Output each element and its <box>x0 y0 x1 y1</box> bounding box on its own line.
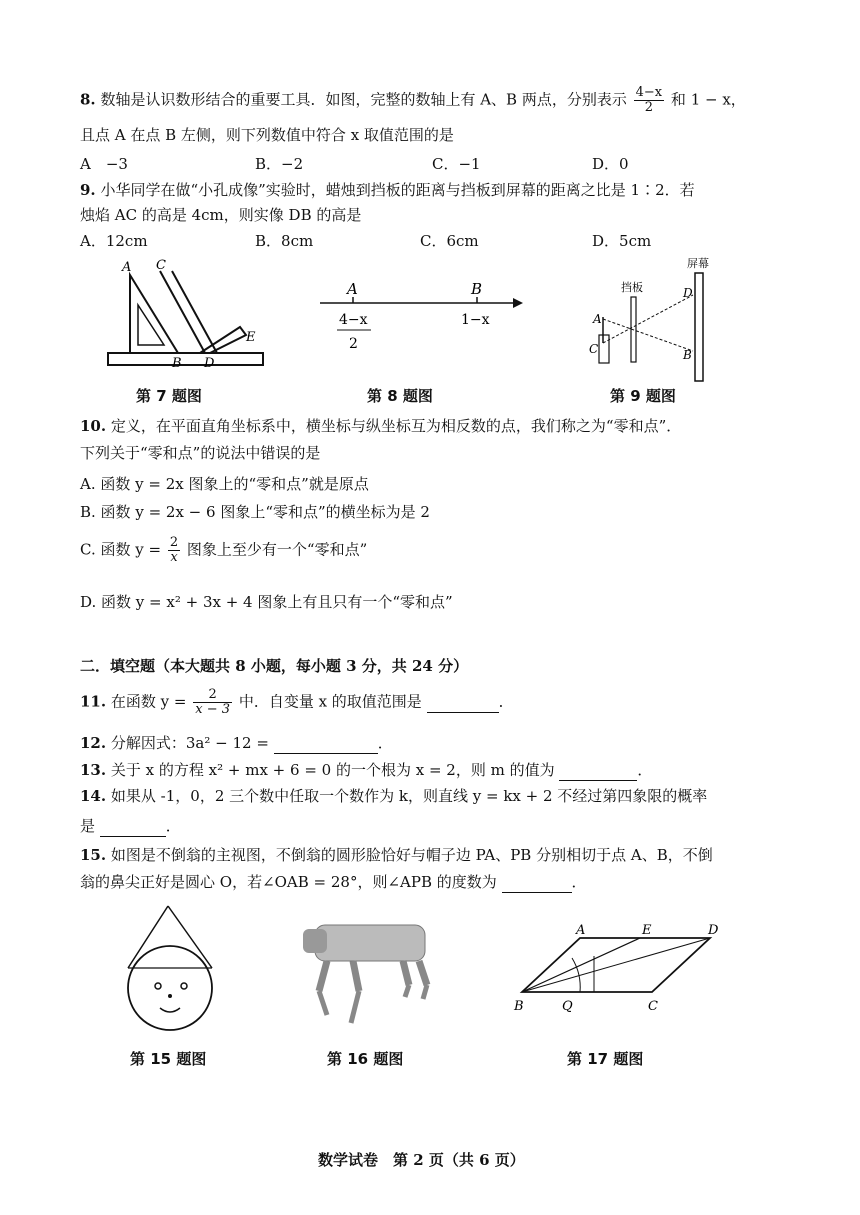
q10-line1 <box>80 416 681 436</box>
fig7-label-c: C <box>156 258 166 273</box>
q14-line2 <box>80 816 181 837</box>
q15-line1 <box>80 845 713 865</box>
fig9-ray-2 <box>603 295 693 343</box>
q10-line2: 下列关于“零和点”的说法中错误的是 <box>80 444 321 462</box>
q9-text-1: 小华同学在做“小孔成像”实验时，蜡烛到挡板的距离与挡板到屏幕的距离之比是 1∶2．若 <box>100 181 695 199</box>
fig17-label-e: E <box>642 923 652 938</box>
q14-answer-blank[interactable] <box>100 816 166 837</box>
fig7-label-b: B <box>172 356 182 371</box>
fig16-leg-rear-upper <box>419 961 427 985</box>
fig9-label-d: D <box>683 286 693 300</box>
fig7-stick-left <box>160 271 205 353</box>
q9-line1 <box>80 180 695 200</box>
q13-end: ． <box>637 761 653 779</box>
q9-option-b: B．8cm <box>255 232 314 250</box>
fig17-caption: 第 17 题图 <box>567 1050 644 1068</box>
q8-fraction <box>634 86 665 115</box>
fig15-nose <box>168 994 172 998</box>
fig9-screen-label: 屏幕 <box>687 257 709 270</box>
q8-text-b: 和 1 − x， <box>670 90 746 109</box>
fig9-label-a: A <box>593 312 602 326</box>
fig16-caption: 第 16 题图 <box>327 1050 404 1068</box>
q11-number: 11. <box>80 692 107 711</box>
fig16-leg-rear-lower <box>423 985 427 999</box>
q9-line2: 烛焰 AC 的高是 4cm，则实像 DB 的高是 <box>80 206 362 224</box>
fig8-label-b-value: 1−x <box>461 312 490 328</box>
q10-number: 10. <box>80 417 107 435</box>
q8-line1 <box>80 86 746 115</box>
q10-option-c-pre: C. 函数 y = <box>80 540 162 559</box>
q11-fraction <box>193 688 232 717</box>
q10-option-d: D. 函数 y = x² + 3x + 4 图象上有且只有一个“零和点” <box>80 593 453 611</box>
fig15-face <box>128 946 212 1030</box>
q10-option-a: A. 函数 y = 2x 图象上的“零和点”就是原点 <box>80 475 369 493</box>
fig9-board-label: 挡板 <box>621 281 643 294</box>
fig15-right-eye <box>181 983 187 989</box>
fig15-caption: 第 15 题图 <box>130 1050 207 1068</box>
q8-option-d: D．0 <box>592 155 629 173</box>
fig7-bar <box>200 327 246 353</box>
q10-option-c <box>80 536 367 565</box>
q12-line <box>80 733 393 754</box>
q11-line <box>80 688 514 717</box>
fig9-label-c: C <box>589 342 599 356</box>
fig9-screen <box>695 273 703 381</box>
fig7-stick-right <box>172 271 217 353</box>
q8-number: 8. <box>80 90 96 109</box>
q12-number: 12. <box>80 734 107 752</box>
fig7-label-a: A <box>122 260 132 275</box>
fig9-ray-1 <box>603 319 693 351</box>
fig16-leg-mid-lower <box>351 991 359 1023</box>
q14-text-1: 如果从 -1，0，2 三个数中任取一个数作为 k，则直线 y = kx + 2 不经过第四象限的概率 <box>110 787 708 805</box>
q13-text: 关于 x 的方程 x² + mx + 6 = 0 的一个根为 x = 2，则 m 的值为 <box>110 761 555 779</box>
fig9-candle <box>599 335 609 363</box>
fig15-mouth <box>160 1008 180 1012</box>
fig16-leg-front-upper <box>319 961 327 991</box>
q15-number: 15. <box>80 846 107 864</box>
q8-frac-den: 2 <box>644 100 654 115</box>
q8-frac-num: 4−x <box>635 85 663 100</box>
q14-number: 14. <box>80 787 107 805</box>
q11-frac-den: x − 3 <box>195 702 231 717</box>
fig7-caption: 第 7 题图 <box>136 387 202 405</box>
q9-number: 9. <box>80 181 96 199</box>
fig16-leg-mid-upper <box>353 961 359 991</box>
q8-line2: 且点 A 在点 B 左侧，则下列数值中符合 x 取值范围的是 <box>80 126 454 144</box>
figure-17 <box>510 920 725 1020</box>
q12-text: 分解因式：3a² − 12 = <box>110 734 269 752</box>
q8-option-c: C．−1 <box>432 155 481 173</box>
q14-line1 <box>80 786 707 806</box>
figure-7 <box>100 255 270 375</box>
fig8-label-a: A <box>347 280 358 298</box>
fig17-arc <box>572 958 580 992</box>
fig7-set-square <box>130 275 178 353</box>
q11-pre: 在函数 y = <box>110 692 187 711</box>
fig7-label-d: D <box>204 356 215 371</box>
q13-number: 13. <box>80 761 107 779</box>
q8-option-b: B．−2 <box>255 155 304 173</box>
fig7-label-e: E <box>246 330 256 345</box>
fig8-label-b: B <box>471 280 483 298</box>
fig9-caption: 第 9 题图 <box>610 387 676 405</box>
q15-answer-blank[interactable] <box>502 872 572 893</box>
figure-8 <box>315 278 525 358</box>
figure-15 <box>120 900 230 1040</box>
q8-text-a: 数轴是认识数形结合的重要工具．如图，完整的数轴上有 A、B 两点，分别表示 <box>100 90 627 109</box>
fig16-leg-back-lower <box>405 985 409 997</box>
q10-option-c-fraction <box>168 536 180 565</box>
q9-option-a: A．12cm <box>80 232 148 250</box>
figure-9 <box>585 255 715 383</box>
q14-line2-pre: 是 <box>80 817 96 835</box>
q11-end: ． <box>498 692 514 711</box>
fig16-leg-front-lower <box>319 991 327 1015</box>
q10-option-c-den: x <box>170 550 178 565</box>
fig17-label-a: A <box>576 923 586 938</box>
fig8-frac-den: 2 <box>349 336 358 352</box>
q10-text-1: 定义，在平面直角坐标系中，横坐标与纵坐标互为相反数的点，我们称之为“零和点”． <box>110 417 682 435</box>
section2-title: 二．填空题（本大题共 8 小题，每小题 3 分，共 24 分） <box>80 657 469 675</box>
fig16-robot-body <box>315 925 425 961</box>
figure-16 <box>295 905 445 1030</box>
fig8-arrow-icon <box>513 298 523 308</box>
q10-option-c-num: 2 <box>169 535 179 550</box>
q15-text-2: 翁的鼻尖正好是圆心 O，若∠OAB = 28°，则∠APB 的度数为 <box>80 873 497 891</box>
q15-line2 <box>80 872 587 893</box>
q11-answer-blank[interactable] <box>427 692 499 713</box>
q12-end: ． <box>377 734 393 752</box>
q13-answer-blank[interactable] <box>559 760 637 781</box>
q15-end: ． <box>571 873 587 891</box>
fig8-frac-num: 4−x <box>339 312 368 328</box>
fig15-hat-right <box>168 906 212 968</box>
fig7-ruler <box>108 353 263 365</box>
q11-frac-num: 2 <box>193 688 232 703</box>
fig9-label-b: B <box>683 348 692 362</box>
fig17-label-c: C <box>648 999 658 1014</box>
fig17-label-q: Q <box>562 999 573 1014</box>
q15-text-1: 如图是不倒翁的主视图，不倒翁的圆形脸恰好与帽子边 PA、PB 分别相切于点 A、B，不倒 <box>110 846 713 864</box>
fig17-label-d: D <box>708 923 719 938</box>
fig16-robot-head <box>303 929 327 953</box>
q11-post: 中．自变量 x 的取值范围是 <box>238 692 422 711</box>
q13-line <box>80 760 652 781</box>
fig16-leg-back-upper <box>403 961 409 985</box>
q12-answer-blank[interactable] <box>274 733 378 754</box>
q14-end: ． <box>165 817 181 835</box>
q9-option-d: D．5cm <box>592 232 652 250</box>
fig17-line-be <box>522 938 640 992</box>
fig17-label-b: B <box>514 999 524 1014</box>
page-footer: 数学试卷 第 2 页（共 6 页） <box>318 1151 525 1169</box>
fig8-caption: 第 8 题图 <box>367 387 433 405</box>
q8-option-a: A −3 <box>80 155 128 173</box>
q9-option-c: C．6cm <box>420 232 479 250</box>
q10-option-b: B. 函数 y = 2x − 6 图象上“零和点”的横坐标为是 2 <box>80 503 430 521</box>
q10-option-c-post: 图象上至少有一个“零和点” <box>186 540 368 559</box>
fig15-hat-left <box>128 906 168 968</box>
fig15-left-eye <box>155 983 161 989</box>
